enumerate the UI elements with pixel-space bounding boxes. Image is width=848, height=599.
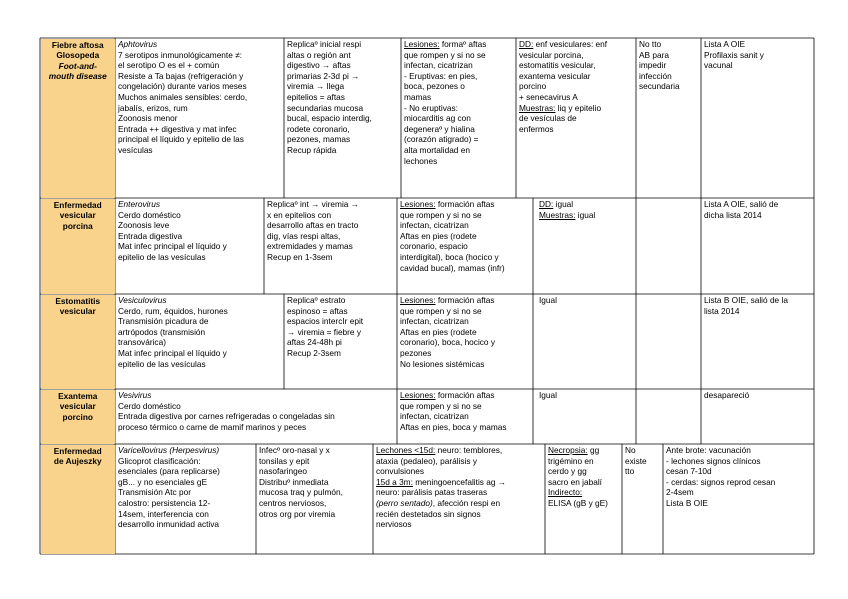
cell-text: Zoonosis leve xyxy=(118,220,170,231)
cell-text: Resiste a Ta bajas (refrigeración y xyxy=(118,70,244,81)
cell-text: espinoso = aftas xyxy=(287,305,348,316)
epidemiology-estomatitis-vesicular xyxy=(115,294,284,389)
cell-text: Distribuº inmediata xyxy=(259,476,329,487)
cell-text: Profilaxis sanit y xyxy=(704,49,764,60)
disease-name-enfermedad-de-aujeszky xyxy=(41,445,116,555)
text-line xyxy=(376,445,542,456)
cell-text: interdigital), boca (hocico y xyxy=(400,251,499,262)
cell-text: vesicular xyxy=(59,210,96,221)
cell-text: Fiebre aftosa xyxy=(51,39,104,50)
text-line xyxy=(539,210,633,221)
cell-text: porcino xyxy=(519,81,547,92)
cell-text: Replicaº int → viremia → xyxy=(267,199,360,209)
clinical-signs-enfermedad-de-aujeszky xyxy=(373,444,545,554)
cell-text: Lesiones: xyxy=(404,39,440,49)
cell-text: DD: xyxy=(539,199,554,209)
cell-text: - cerdas: signos reprod cesan xyxy=(666,476,776,487)
cell-text: Lesiones: xyxy=(400,390,436,400)
cell-text: nasofaringeo xyxy=(259,466,307,477)
cell-text: vesicular porcina, xyxy=(519,49,584,60)
cell-text: - lechones signos clínicos xyxy=(666,455,761,466)
cell-text: esenciales (para replicarse) xyxy=(118,466,220,477)
cell-text: Enfermedad xyxy=(53,199,102,210)
cell-text: exantema vesicular xyxy=(519,70,591,81)
cell-text: existe xyxy=(625,455,647,466)
cell-text: Enfermedad xyxy=(53,445,102,456)
cell-text: Glicoprot clasificación: xyxy=(118,455,201,466)
cell-text: de Aujeszky xyxy=(53,456,102,467)
cell-text: otros org por viremia xyxy=(259,508,336,519)
cell-text: Aftas en pies (rodete xyxy=(400,326,477,337)
control-enfermedad-vesicular-porcina xyxy=(701,198,814,294)
cell-text: Transmisión Atc por xyxy=(118,487,192,498)
cell-text: Entrada digestiva xyxy=(118,230,183,241)
cell-text: liq y epitelio xyxy=(557,102,602,113)
diagnosis-estomatitis-vesicular xyxy=(533,294,636,389)
cell-text: ELISA (gB y gE) xyxy=(548,497,608,508)
disease-name-exantema-vesicular-porcino xyxy=(41,390,116,445)
cell-text: 14sem, interferencia con xyxy=(118,508,209,519)
cell-text: Lista A OIE, salió de xyxy=(704,199,779,209)
cell-text: extremidades y mamas xyxy=(267,241,353,252)
lesions-enfermedad-vesicular-porcina xyxy=(397,198,533,294)
control-enfermedad-de-aujeszky xyxy=(663,444,814,554)
cell-text: No xyxy=(625,445,636,455)
cell-text: Vesiculovirus xyxy=(118,295,167,305)
control-fiebre-aftosa xyxy=(701,38,814,198)
cell-text: altas o región ant xyxy=(287,49,351,60)
cell-text: Recup 2-3sem xyxy=(287,347,341,358)
cell-text: igual xyxy=(555,199,574,209)
lesions-estomatitis-vesicular xyxy=(397,294,533,389)
cell-text: alta mortalidad en xyxy=(404,144,470,155)
cell-text: que rompen y si no se xyxy=(404,49,486,60)
cell-text: Indirecto: xyxy=(548,487,583,498)
cell-text: aftas 24-48h pi xyxy=(287,337,342,348)
cell-text: principal el líquido y epitelio de las xyxy=(118,134,244,145)
epidemiology-exantema-vesicular-porcino xyxy=(115,389,397,444)
cell-text: Glosopeda xyxy=(56,50,100,61)
cell-text: Muestras: xyxy=(539,209,576,220)
cell-text: Infecº oro-nasal y x xyxy=(259,445,330,455)
disease-name-fiebre-aftosa xyxy=(41,39,116,199)
cell-text: No tto xyxy=(639,39,662,49)
cell-text: 2-4sem xyxy=(666,487,694,498)
cell-text: 7 serotipos inmunológicamente ≠: xyxy=(118,49,243,60)
cell-text: Foot-and- xyxy=(58,60,97,71)
cell-text: Estomatitis xyxy=(55,295,101,306)
cell-text: Lista A OIE xyxy=(704,39,746,49)
pathogenesis-fiebre-aftosa xyxy=(284,38,401,198)
cell-text: - Eruptivas: en pies, xyxy=(404,70,478,81)
cell-text: Igual xyxy=(539,295,557,305)
cell-text: vacunal xyxy=(704,60,733,71)
cell-text: vesicular xyxy=(59,401,96,412)
cell-text: bucal, espacio interdig, xyxy=(287,113,372,124)
cell-text: Muestras: xyxy=(519,102,556,113)
cell-text: Vesivirus xyxy=(118,390,152,400)
cell-text: congelación) durante varios meses xyxy=(118,81,247,92)
cell-text: Recup en 1-3sem xyxy=(267,251,333,262)
cell-text: Aftas en pies (rodete xyxy=(400,230,477,241)
cell-text: recién destetados sin signos xyxy=(376,508,481,519)
cell-text: , afección respi en xyxy=(432,497,501,508)
cell-text: proceso térmico o carne de mamif marinos y peces xyxy=(118,421,307,432)
cell-text: gg xyxy=(589,445,600,455)
diagnosis-exantema-vesicular-porcino xyxy=(533,389,636,444)
cell-text: secundaria xyxy=(639,81,680,92)
cell-text: desarrollo inmunidad activa xyxy=(118,519,220,530)
cell-text: desapareció xyxy=(704,390,750,400)
cell-text: Replicaº inicial respi xyxy=(287,39,362,49)
cell-text: infectan, cicatrizan xyxy=(400,411,469,422)
diagnosis-enfermedad-vesicular-porcina xyxy=(533,198,636,294)
cell-text: cavidad bucal), mamas (infr) xyxy=(400,262,505,273)
diagnosis-fiebre-aftosa xyxy=(516,38,636,198)
cell-text: cerdo y gg xyxy=(548,466,587,477)
control-exantema-vesicular-porcino xyxy=(701,389,814,444)
cell-text: coronario, espacio xyxy=(400,241,468,252)
cell-text: el serotipo O es el + común xyxy=(118,60,220,71)
cell-text: Zoonosis menor xyxy=(118,113,178,124)
cell-text: cesan 7-10d xyxy=(666,466,712,477)
cell-text: ataxia (pedaleo), parálisis y xyxy=(376,455,477,466)
cell-text: neuro: parálisis patas traseras xyxy=(376,487,488,498)
cell-text: que rompen y si no se xyxy=(400,209,482,220)
cell-text: infectan, cicatrizan xyxy=(400,316,469,327)
cell-text: Cerdo doméstico xyxy=(118,400,181,411)
cell-text: Aphtovirus xyxy=(118,39,158,49)
cell-text: transovárica) xyxy=(118,337,166,348)
cell-text: formación aftas xyxy=(437,199,495,209)
pathogenesis-estomatitis-vesicular xyxy=(284,294,397,389)
cell-text: infectan, cicatrizan xyxy=(400,220,469,231)
cell-text: mouth disease xyxy=(48,71,107,82)
cell-text: dicha lista 2014 xyxy=(704,209,762,220)
cell-text: Entrada ++ digestiva y mat infec xyxy=(118,123,237,134)
cell-text: jabalís, erizos, rum xyxy=(118,102,188,113)
cell-text: neuro: temblores, xyxy=(437,445,503,455)
cell-text: DD: xyxy=(519,39,534,49)
text-line xyxy=(400,199,530,210)
cell-text: mamas xyxy=(404,91,432,102)
cell-text: porcino xyxy=(62,411,93,422)
cell-text: convulsiones xyxy=(376,466,424,477)
text-line xyxy=(404,39,513,50)
cell-text: Aftas en pies, boca y mamas xyxy=(400,421,507,432)
lesions-exantema-vesicular-porcino xyxy=(397,389,533,444)
lesions-fiebre-aftosa xyxy=(401,38,516,198)
cell-text: vesículas xyxy=(118,144,153,155)
cell-text: calostro: persistencia 12- xyxy=(118,497,211,508)
cell-text: formación aftas xyxy=(437,295,495,305)
cell-text: artrópodos (transmisión xyxy=(118,326,206,337)
cell-text: lista 2014 xyxy=(704,305,740,316)
cell-text: Varicellovirus xyxy=(118,445,168,455)
pathogenesis-enfermedad-de-aujeszky xyxy=(256,444,373,554)
cell-text: No lesiones sistémicas xyxy=(400,358,485,369)
cell-text: epitelios = aftas xyxy=(287,91,345,102)
text-line xyxy=(400,390,530,401)
cell-text: impedir xyxy=(639,60,667,71)
cell-text: Recup rápida xyxy=(287,144,337,155)
treatment-enfermedad-de-aujeszky xyxy=(622,444,663,554)
cell-text: (perro sentado) xyxy=(376,497,433,508)
cell-text: Transmisión picadura de xyxy=(118,316,209,327)
cell-text: (Herpesvirus) xyxy=(169,445,220,455)
cell-text: tonsilas y epit xyxy=(259,455,310,466)
cell-text: pezones, mamas xyxy=(287,134,351,145)
cell-text: viremia → llega xyxy=(287,81,345,92)
cell-text: dig, vías respi altas, xyxy=(267,230,341,241)
cell-text: espacios intercIr epit xyxy=(287,316,364,327)
cell-text: enfermos xyxy=(519,123,554,134)
cell-text: x en epitelios con xyxy=(267,209,332,220)
cell-text: estomatitis vesicular, xyxy=(519,60,596,71)
control-estomatitis-vesicular xyxy=(701,294,814,389)
cell-text: nerviosos xyxy=(376,519,412,530)
cell-text: vesicular xyxy=(59,306,96,317)
cell-text: tto xyxy=(625,466,635,477)
cell-text: enf vesiculares: enf xyxy=(535,39,608,49)
cell-text: de vesículas de xyxy=(519,113,577,124)
cell-text: Replicaº estrato xyxy=(287,295,346,305)
cell-text: Enterovirus xyxy=(118,199,160,209)
disease-name-estomatitis-vesicular xyxy=(41,295,116,390)
cell-text: epitelio de las vesículas xyxy=(118,358,206,369)
cell-text: digestivo → aftas xyxy=(287,60,351,71)
epidemiology-fiebre-aftosa xyxy=(115,38,284,198)
cell-text: Muchos animales sensibles: cerdo, xyxy=(118,91,248,102)
cell-text: Lista B OIE xyxy=(666,497,708,508)
cell-text: Mat infec principal el líquido y xyxy=(118,241,227,252)
cell-text: secundarias mucosa xyxy=(287,102,364,113)
treatment-fiebre-aftosa xyxy=(636,38,701,198)
text-line xyxy=(376,477,542,488)
cell-text: que rompen y si no se xyxy=(400,305,482,316)
cell-text: Igual xyxy=(539,390,557,400)
cell-text: Lechones <15d: xyxy=(376,445,436,455)
cell-text: lechones xyxy=(404,155,438,166)
cell-text: epitelio de las vesículas xyxy=(118,251,206,262)
cell-text: 15d a 3m: xyxy=(376,476,413,487)
cell-text: primarias 2-3d pi → xyxy=(287,70,360,81)
cell-text: Exantema xyxy=(58,390,98,401)
cell-text: Lesiones: xyxy=(400,199,436,209)
cell-text: boca, pezones o xyxy=(404,81,465,92)
cell-text: - No eruptivas: xyxy=(404,102,458,113)
cell-text: rodete coronario, xyxy=(287,123,350,134)
cell-text: Lesiones: xyxy=(400,295,436,305)
cell-text: sacro en jabalí xyxy=(548,476,602,487)
cell-text: AB para xyxy=(639,49,669,60)
cell-text: Cerdo doméstico xyxy=(118,209,181,220)
cell-text: porcina xyxy=(62,220,93,231)
cell-text: formación aftas xyxy=(437,390,495,400)
cell-text: Ante brote: vacunación xyxy=(666,445,751,455)
cell-text: Entrada digestiva por carnes refrigeradas o congeladas sin xyxy=(118,411,335,422)
cell-text: (corazón atigrado) = xyxy=(404,134,479,145)
cell-text: igual xyxy=(577,209,596,220)
cell-text: degeneraº y hialina xyxy=(404,123,475,134)
cell-text: Necropsia: xyxy=(548,445,588,455)
cell-text: Cerdo, rum, équidos, hurones xyxy=(118,305,228,316)
cell-text: infectan, cicatrizan xyxy=(404,60,473,71)
cell-text: + senecavirus A xyxy=(519,91,578,102)
text-line xyxy=(118,445,253,456)
cell-text: trigémino en xyxy=(548,455,594,466)
cell-text: Lista B OIE, salió de la xyxy=(704,295,788,305)
cell-text: gB... y no esenciales gE xyxy=(118,476,208,487)
text-line xyxy=(400,295,530,306)
cell-text: infección xyxy=(639,70,672,81)
text-line xyxy=(539,199,633,210)
cell-text: que rompen y si no se xyxy=(400,400,482,411)
pathogenesis-enfermedad-vesicular-porcina xyxy=(264,198,397,294)
epidemiology-enfermedad-de-aujeszky xyxy=(115,444,256,554)
cell-text: coronario), boca, hocico y xyxy=(400,337,496,348)
disease-name-enfermedad-vesicular-porcina xyxy=(41,199,116,295)
cell-text: miocarditis ag con xyxy=(404,113,471,124)
cell-text: mucosa traq y pulmón, xyxy=(259,487,343,498)
text-line xyxy=(548,445,619,456)
cell-text: → viremia = fiebre y xyxy=(287,326,362,337)
cell-text: formaº aftas xyxy=(441,39,487,49)
diagnosis-enfermedad-de-aujeszky xyxy=(545,444,622,554)
epidemiology-enfermedad-vesicular-porcina xyxy=(115,198,264,294)
cell-text: Mat infec principal el líquido y xyxy=(118,347,227,358)
text-line xyxy=(519,39,633,50)
cell-text: meningoencefalitis ag → xyxy=(415,476,507,487)
text-line xyxy=(376,498,542,509)
cell-text: desarrollo aftas en tracto xyxy=(267,220,359,231)
text-line xyxy=(519,103,633,114)
cell-text: centros nerviosos, xyxy=(259,497,327,508)
cell-text: pezones xyxy=(400,347,432,358)
